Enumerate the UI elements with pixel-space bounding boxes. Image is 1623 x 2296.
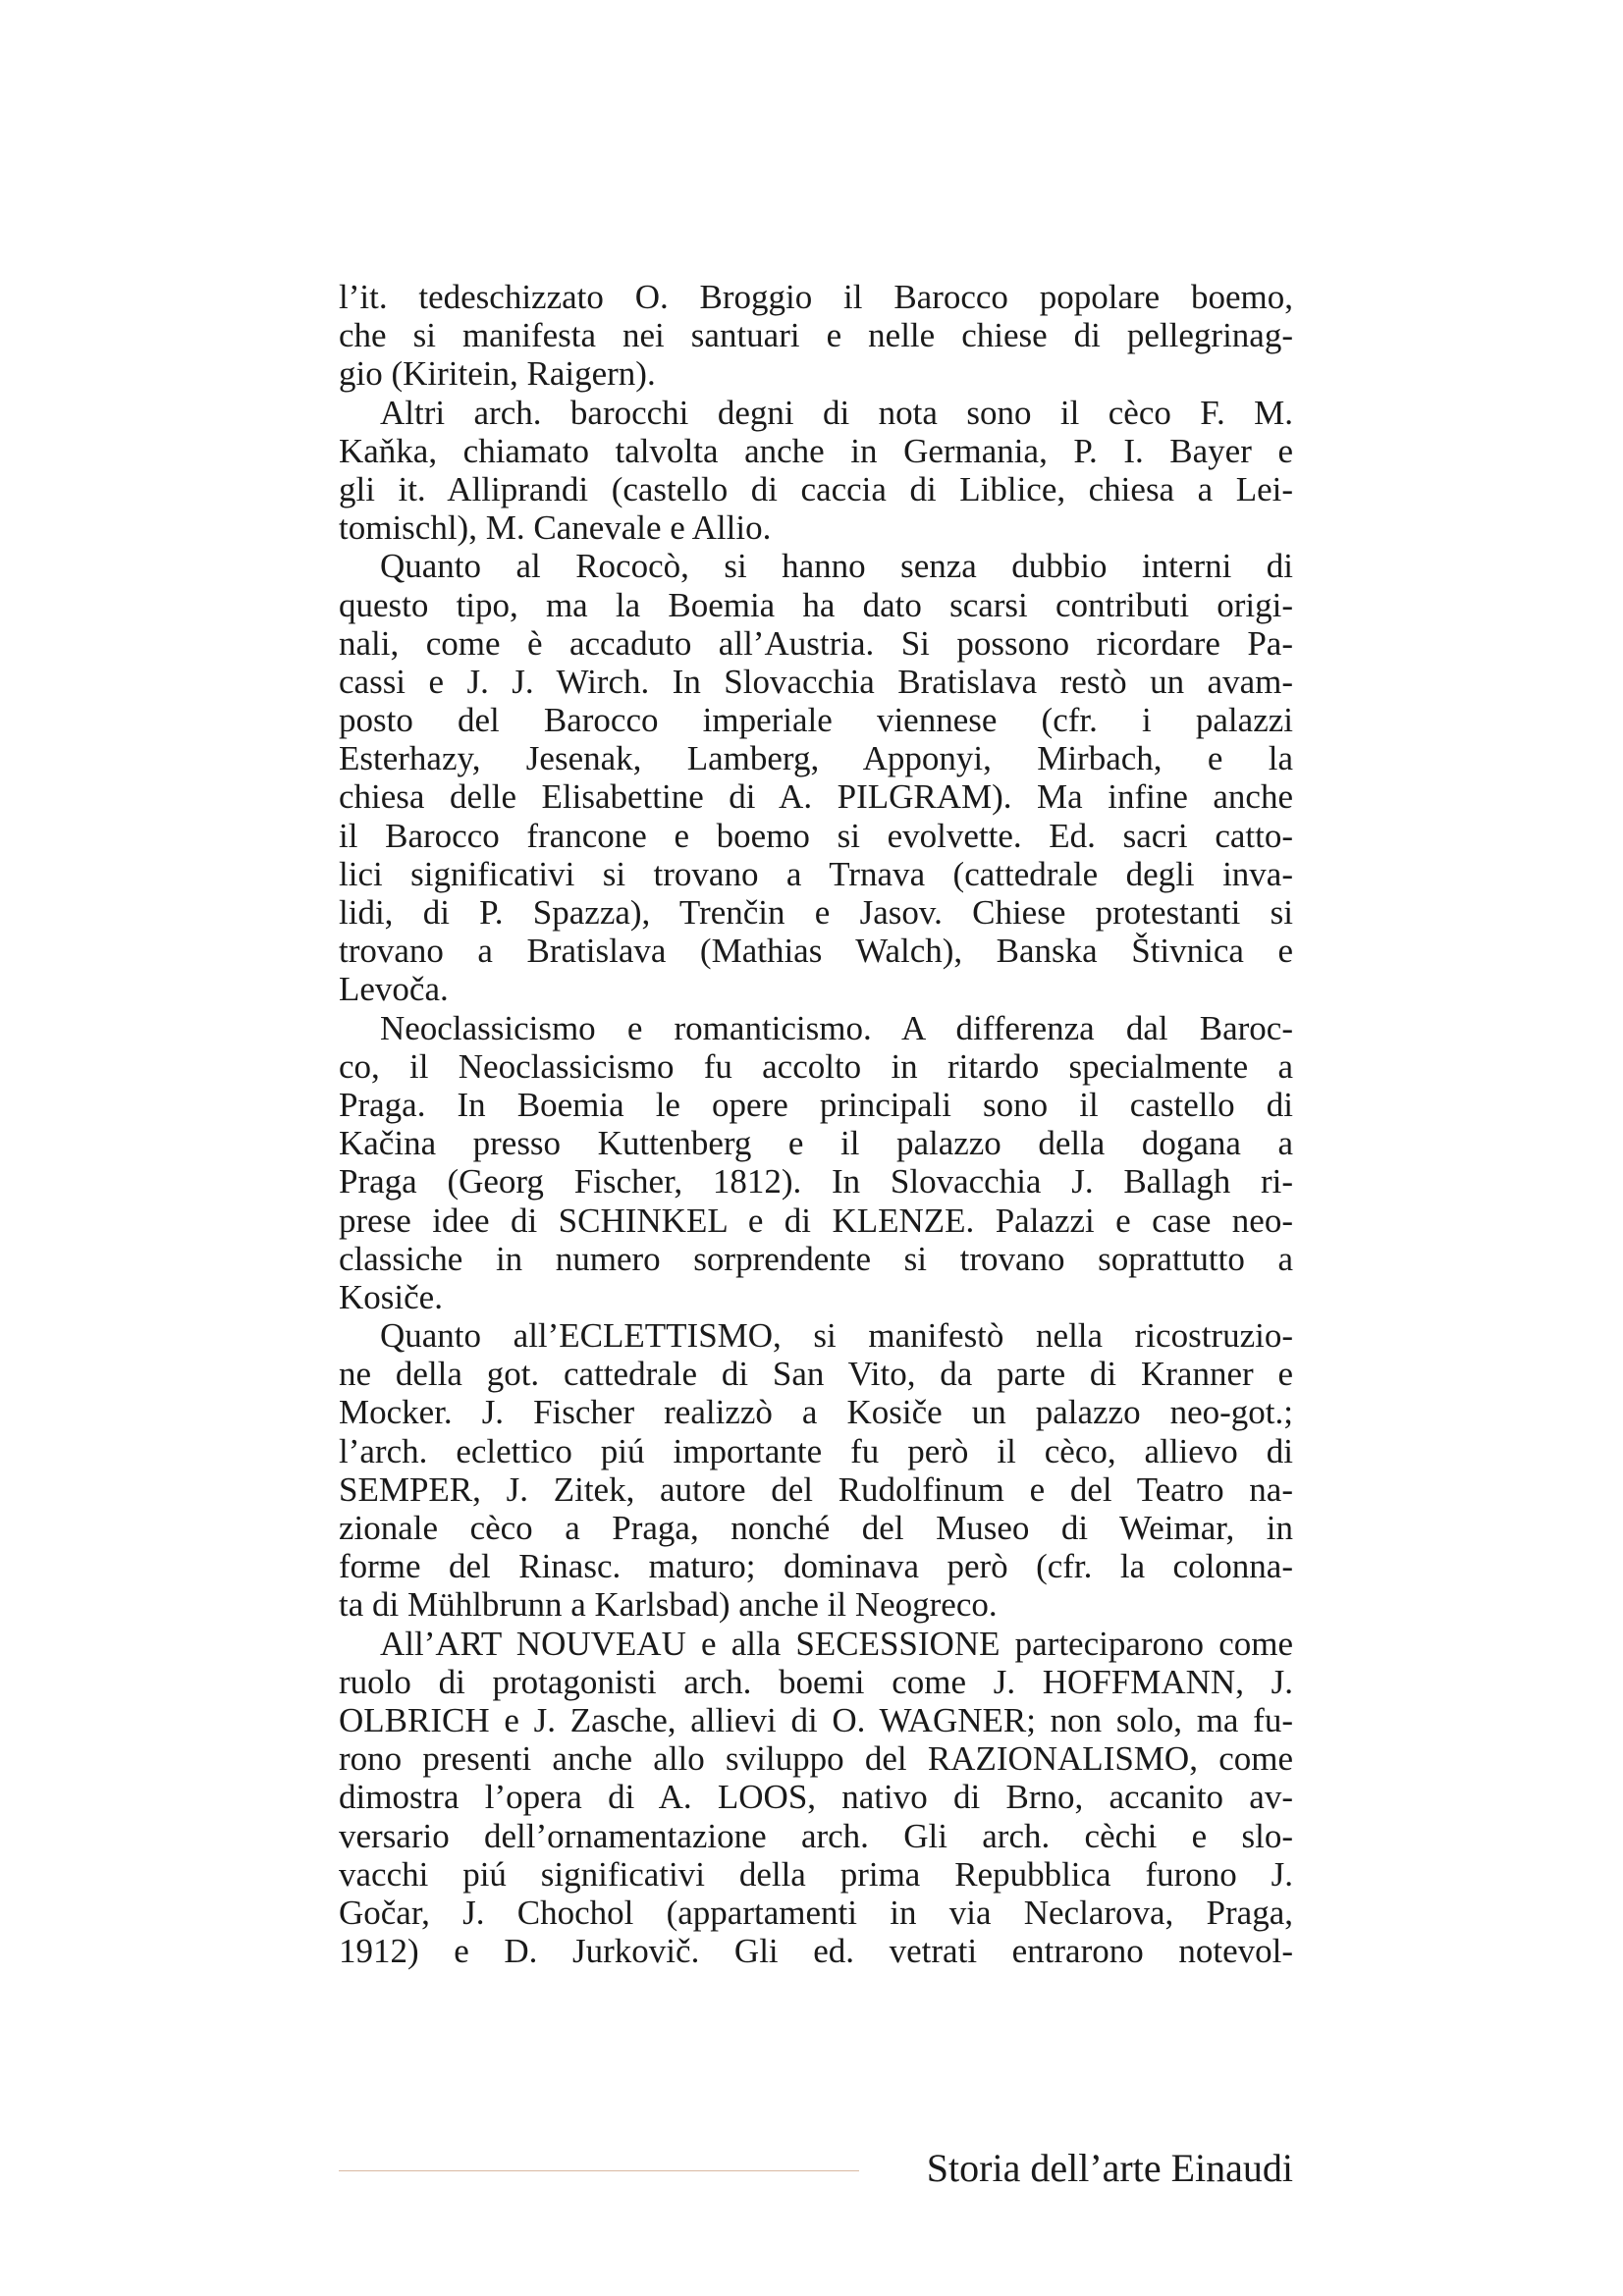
text-line: l’it. tedeschizzato O. Broggio il Barocco popolare boemo, — [339, 278, 1293, 316]
text-line: Altri arch. barocchi degni di nota sono il cèco F. M. — [380, 393, 1293, 432]
text-line: Kosiče. — [339, 1277, 443, 1316]
text-line: vacchi piú significativi della prima Repubblica furono J. — [339, 1854, 1293, 1894]
text-line: classiche in numero sorprendente si trovano soprattutto a — [339, 1239, 1293, 1278]
text-line: Kaňka, chiamato talvolta anche in Germania, P. I. Bayer e — [339, 431, 1293, 470]
text-line: chiesa delle Elisabettine di A. PILGRAM). Ma infine anche — [339, 777, 1293, 817]
text-line: Quanto al Rococò, si hanno senza dubbio interni di — [380, 547, 1293, 586]
text-line: il Barocco francone e boemo si evolvette. Ed. sacri catto- — [339, 816, 1293, 855]
text-line: Mocker. J. Fischer realizzò a Kosiče un palazzo neo-got.; — [339, 1393, 1293, 1432]
text-line: gio (Kiritein, Raigern). — [339, 354, 656, 394]
text-line: Kačina presso Kuttenberg e il palazzo della dogana a — [339, 1124, 1293, 1163]
footer-title: Storia dell’arte Einaudi — [926, 2146, 1293, 2190]
text-line: SEMPER, J. Zitek, autore del Rudolfinum e del Teatro na- — [339, 1469, 1293, 1509]
body-text — [339, 278, 1293, 1970]
text-line: questo tipo, ma la Boemia ha dato scarsi contributi origi- — [339, 585, 1293, 624]
text-line: versario dell’ornamentazione arch. Gli arch. cèchi e slo- — [339, 1816, 1293, 1855]
page-footer — [339, 2145, 1293, 2194]
text-line: 1912) e D. Jurkovič. Gli ed. vetrati entrarono notevol- — [339, 1932, 1293, 1971]
text-line: lidi, di P. Spazza), Trenčin e Jasov. Chiese protestanti si — [339, 893, 1293, 932]
text-line: nali, come è accaduto all’Austria. Si possono ricordare Pa- — [339, 623, 1293, 663]
text-line: ne della got. cattedrale di San Vito, da parte di Kranner e — [339, 1355, 1293, 1394]
text-line: OLBRICH e J. Zasche, allievi di O. WAGNER; non solo, ma fu- — [339, 1700, 1293, 1739]
text-line: rono presenti anche allo sviluppo del RAZIONALISMO, come — [339, 1739, 1293, 1779]
text-line: dimostra l’opera di A. LOOS, nativo di Brno, accanito av- — [339, 1778, 1293, 1817]
text-line: l’arch. eclettico piú importante fu però il cèco, allievo di — [339, 1431, 1293, 1470]
text-line: zionale cèco a Praga, nonché del Museo di Weimar, in — [339, 1509, 1293, 1547]
text-line: ta di Mühlbrunn a Karlsbad) anche il Neogreco. — [339, 1585, 998, 1625]
text-line: co, il Neoclassicismo fu accolto in ritardo specialmente a — [339, 1046, 1293, 1086]
text-line: Neoclassicismo e romanticismo. A differenza dal Baroc- — [380, 1008, 1293, 1047]
text-line: tomischl), M. Canevale e Allio. — [339, 508, 772, 548]
text-line: Quanto all’ECLETTISMO, si manifestò nella ricostruzio- — [380, 1316, 1293, 1356]
text-line: forme del Rinasc. maturo; dominava però (cfr. la colonna- — [339, 1547, 1293, 1586]
text-line: cassi e J. J. Wirch. In Slovacchia Bratislava restò un avam- — [339, 662, 1293, 701]
text-line: che si manifesta nei santuari e nelle chiese di pellegrinag- — [339, 316, 1293, 355]
text-line: Praga (Georg Fischer, 1812). In Slovacchia J. Ballagh ri- — [339, 1162, 1293, 1201]
text-line: prese idee di SCHINKEL e di KLENZE. Palazzi e case neo- — [339, 1201, 1293, 1240]
text-line: gli it. Alliprandi (castello di caccia di Liblice, chiesa a Lei- — [339, 469, 1293, 508]
text-line: lici significativi si trovano a Trnava (cattedrale degli inva- — [339, 854, 1293, 893]
text-line: posto del Barocco imperiale viennese (cfr. i palazzi — [339, 701, 1293, 740]
footer-rule — [339, 2170, 859, 2171]
text-line: Praga. In Boemia le opere principali sono il castello di — [339, 1085, 1293, 1124]
text-line: Esterhazy, Jesenak, Lamberg, Apponyi, Mirbach, e la — [339, 739, 1293, 778]
text-line: ruolo di protagonisti arch. boemi come J. HOFFMANN, J. — [339, 1662, 1293, 1701]
text-line: Gočar, J. Chochol (appartamenti in via Neclarova, Praga, — [339, 1893, 1293, 1932]
text-line: All’ART NOUVEAU e alla SECESSIONE parteciparono come — [380, 1624, 1293, 1663]
text-line: Levoča. — [339, 970, 449, 1009]
text-line: trovano a Bratislava (Mathias Walch), Banska Štivnica e — [339, 932, 1293, 971]
